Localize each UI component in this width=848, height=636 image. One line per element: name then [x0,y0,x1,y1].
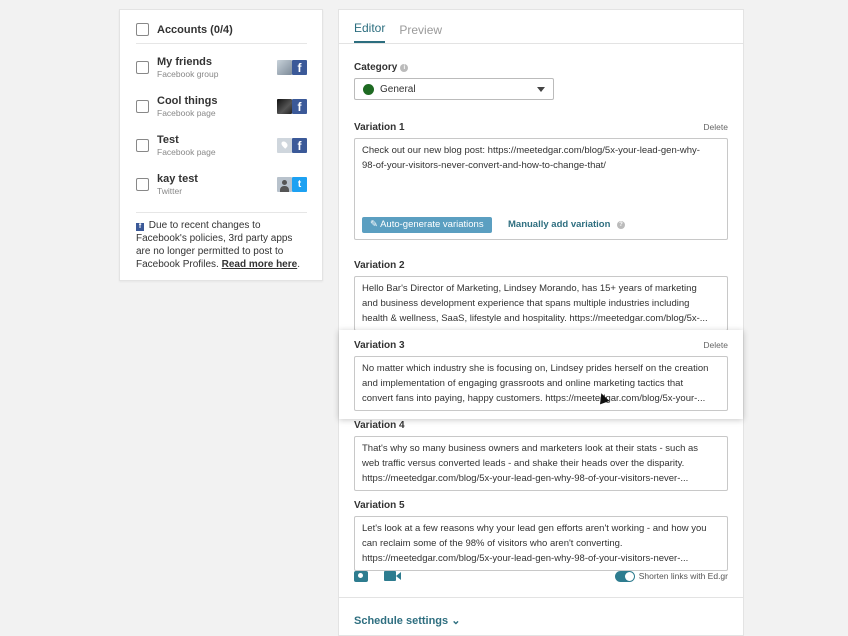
shorten-links-toggle[interactable] [615,571,635,582]
variation-text-line: can reclaim some of the 98% of visitors who aren't converting. [362,538,623,549]
account-row[interactable] [136,87,307,126]
variation-textarea[interactable] [354,436,728,491]
twitter-icon: t [292,177,307,192]
variation-text-line: web traffic versus converted leads - and shake their heads over the disparity. [362,458,685,469]
variation-text-line: Hello Bar's Director of Marketing, Lindsey Morando, has 15+ years of marketing [362,283,697,294]
shorten-links-toggle-group [615,571,728,582]
chevron-down-icon: ⌄ [451,615,461,627]
account-name: Cool things [157,94,218,107]
variation-5 [339,498,743,571]
account-row[interactable] [136,126,307,165]
avatar [277,60,292,75]
variation-label: Variation 1 [354,121,405,133]
variation-label: Variation 2 [354,259,405,271]
variation-label: Variation 5 [354,499,405,511]
facebook-icon: f [136,223,144,231]
camera-icon[interactable] [354,571,368,582]
variation-4 [339,418,743,491]
account-type: Facebook page [157,107,216,118]
account-checkbox[interactable] [136,61,149,74]
shorten-links-label: Shorten links with Ed.gr [638,571,728,581]
variation-text-line: and implementation of engaging grassroots and online marketing tactics that [362,378,684,389]
variation-textarea[interactable] [354,516,728,571]
facebook-policy-notice [136,212,307,271]
avatar [277,99,292,114]
variation-1 [339,120,743,240]
account-type: Twitter [157,185,183,196]
variation-label: Variation 4 [354,419,405,431]
avatar [277,138,292,153]
variation-text-line: That's why so many business owners and marketers look at their stats - such as [362,443,699,454]
variation-textarea[interactable] [354,276,728,331]
delete-variation-button[interactable]: Delete [703,340,728,350]
variation-text-line: health & wellness, SaaS, lifestyle and hospitality. https://meetedgar.com/blog/5x-... [362,313,708,324]
facebook-icon: f [292,99,307,114]
auto-generate-button[interactable]: ✎ Auto-generate variations [362,217,492,233]
read-more-link[interactable]: Read more here [221,259,298,270]
tab-editor[interactable]: Editor [354,21,385,43]
accounts-header [136,22,307,44]
category-color-dot [363,84,374,95]
variation-text-line: 98-of-your-visitors-never-convert-and-how-to-change-that/ [362,160,606,171]
variation-text-line: Let's look at a few reasons why your lead gen efforts aren't working - and how you [362,523,707,534]
accounts-title: Accounts (0/4) [157,23,233,36]
schedule-settings-link[interactable]: Schedule settings [354,615,449,627]
category-select[interactable] [354,78,554,100]
variation-2 [339,258,743,331]
variation-text-line: convert fans into paying, happy customers. https://meetedgar.com/blog/5x-your-... [362,393,706,404]
account-checkbox[interactable] [136,139,149,152]
editor-panel [338,9,744,636]
facebook-icon: f [292,60,307,75]
delete-variation-button[interactable]: Delete [703,122,728,132]
facebook-icon: f [292,138,307,153]
account-name: Test [157,133,179,146]
variation-text-line: and business development experience that spans multiple industries including [362,298,690,309]
notice-text: Due to recent changes to Facebook's policies, 3rd party apps are no longer permitted to post to Facebook Profiles. [136,220,293,270]
variation-textarea[interactable] [354,356,728,411]
account-checkbox[interactable] [136,178,149,191]
schedule-settings-section [339,597,743,627]
notice-period: . [297,259,300,270]
variation-text-line: No matter which industry she is focusing on, Lindsey prides herself on the creation [362,363,709,374]
auto-generate-label: Auto-generate variations [380,219,484,230]
variation-3 [339,330,743,419]
variation-label: Variation 3 [354,339,405,351]
account-name: kay test [157,172,198,185]
media-toolbar [354,567,728,585]
variation-text-line: https://meetedgar.com/blog/5x-your-lead-gen-why-98-of-your-visitors-never-... [362,473,689,484]
avatar [277,177,292,192]
chevron-down-icon [537,87,545,92]
account-type: Facebook page [157,146,216,157]
account-name: My friends [157,55,213,68]
tab-preview[interactable]: Preview [399,23,443,37]
account-type: Facebook group [157,68,219,79]
account-checkbox[interactable] [136,100,149,113]
manually-add-variation-link[interactable]: Manually add variation [508,219,611,230]
category-label: Category [354,62,398,73]
category-value: General [380,83,416,95]
account-row[interactable] [136,48,307,87]
accounts-panel [119,9,323,281]
help-icon[interactable]: ? [617,221,625,229]
editor-tabs [339,10,743,44]
account-row[interactable] [136,165,307,204]
video-icon[interactable] [384,571,396,581]
select-all-checkbox[interactable] [136,23,149,36]
category-label-group [354,62,408,73]
variation-text-line: https://meetedgar.com/blog/5x-your-lead-gen-why-98-of-your-visitors-never-... [362,553,689,564]
variation-textarea[interactable] [354,138,728,240]
variation-text-line: Check out our new blog post: https://meetedgar.com/blog/5x-your-lead-gen-why- [362,145,700,156]
info-icon[interactable]: i [400,64,408,72]
